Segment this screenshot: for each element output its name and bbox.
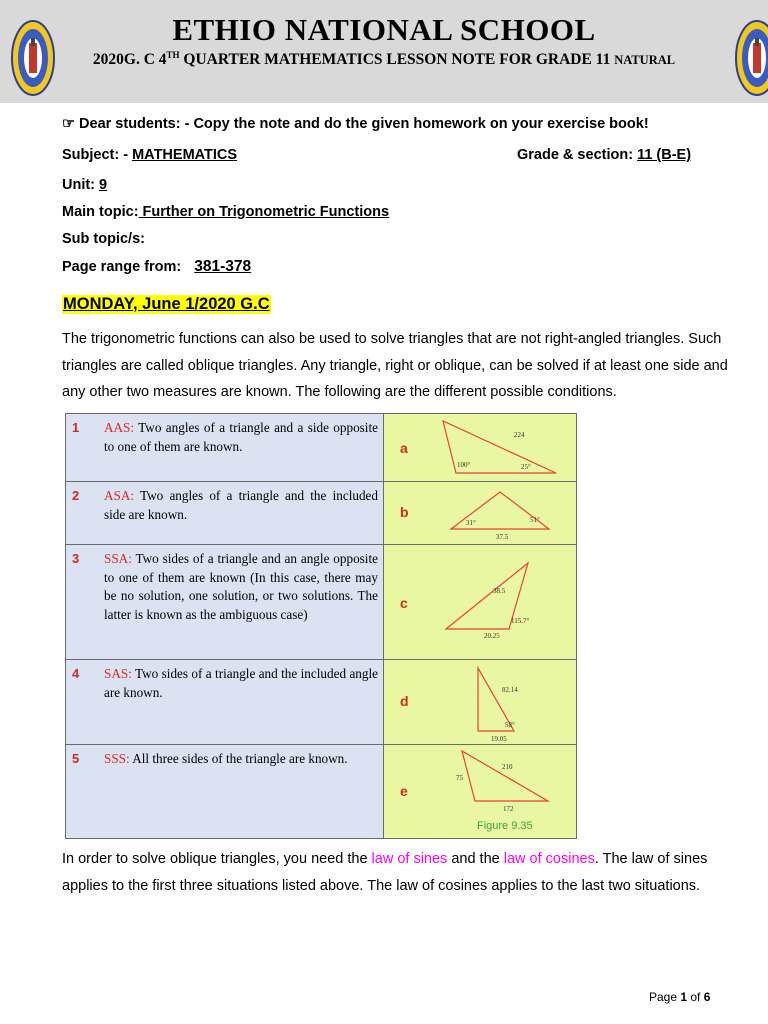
grade-label: Grade & section: bbox=[517, 147, 638, 163]
condition-abbr: ASA: bbox=[104, 488, 135, 503]
intro-text: Dear students: - Copy the note and do the given homework on your exercise book! bbox=[79, 116, 649, 132]
laws-text-2: and the bbox=[447, 851, 504, 867]
triangle-label: 82.14 bbox=[502, 686, 518, 694]
page-range-line bbox=[62, 258, 251, 276]
condition-text: Two angles of a triangle and a side opposite to one of them are known. bbox=[104, 420, 378, 454]
triangle-label: 172 bbox=[503, 805, 514, 813]
page-range-value: 381-378 bbox=[194, 258, 252, 275]
law-of-sines-link[interactable]: law of sines bbox=[371, 851, 448, 867]
triangle-label: 20.25 bbox=[484, 632, 500, 640]
figure-caption: Figure 9.35 bbox=[477, 820, 533, 832]
laws-text-1: In order to solve oblique triangles, you need the bbox=[62, 851, 372, 867]
figure-letter: a bbox=[400, 440, 408, 456]
condition-description bbox=[104, 419, 378, 456]
triangle-label: 38.5 bbox=[493, 587, 506, 595]
footer-prefix: Page bbox=[649, 990, 681, 1004]
pointing-hand-icon: ☞ bbox=[62, 116, 75, 132]
sub-topic-line bbox=[62, 231, 145, 247]
figure-letter: d bbox=[400, 693, 409, 709]
conditions-table bbox=[65, 413, 577, 839]
intro-line bbox=[62, 116, 649, 132]
figure-letter: c bbox=[400, 595, 408, 611]
table-row bbox=[66, 414, 576, 481]
law-of-cosines-link[interactable]: law of cosines bbox=[503, 851, 595, 867]
triangle-label: 224 bbox=[514, 431, 525, 439]
triangle-label: 31° bbox=[466, 519, 476, 527]
page-range-label: Page range from: bbox=[62, 259, 182, 275]
triangle-figure-a bbox=[384, 414, 576, 481]
figure-cell bbox=[384, 414, 576, 481]
figure-cell bbox=[384, 745, 576, 838]
condition-number: 3 bbox=[72, 551, 80, 566]
laws-paragraph bbox=[62, 846, 742, 899]
page-header bbox=[0, 0, 768, 103]
triangle-label: 58° bbox=[505, 721, 515, 729]
condition-number: 5 bbox=[72, 751, 80, 766]
footer-page: 1 bbox=[680, 990, 688, 1004]
condition-abbr: SSS: bbox=[104, 751, 130, 766]
day-heading: MONDAY, June 1/2020 G.C bbox=[63, 295, 270, 313]
table-row bbox=[66, 745, 576, 838]
condition-abbr: SSA: bbox=[104, 551, 132, 566]
footer-total: 6 bbox=[703, 990, 711, 1004]
condition-description bbox=[104, 665, 378, 702]
condition-description bbox=[104, 750, 378, 769]
unit-line bbox=[62, 177, 107, 193]
figure-cell bbox=[384, 660, 576, 744]
footer-mid: of bbox=[687, 990, 704, 1004]
subject-value: MATHEMATICS bbox=[132, 147, 238, 163]
condition-text: Two angles of a triangle and the included side are known. bbox=[104, 488, 378, 522]
condition-abbr: AAS: bbox=[104, 420, 135, 435]
page-number bbox=[649, 990, 710, 1004]
condition-description bbox=[104, 550, 378, 624]
laws-text-3: . The law of sines applies to the first three situations listed above. The law of cosines applies to the last two situations. bbox=[62, 851, 708, 894]
table-row bbox=[66, 660, 576, 744]
condition-description bbox=[104, 487, 378, 524]
triangle-label: 100° bbox=[457, 461, 471, 469]
triangle-label: 115.7° bbox=[511, 617, 530, 625]
condition-cell bbox=[66, 482, 384, 544]
triangle-label: 37.5 bbox=[496, 533, 509, 541]
condition-cell bbox=[66, 414, 384, 481]
condition-text: Two sides of a triangle and an angle opposite to one of them are known (In this case, there may be no solution, one solution, or two solutions. The latter is known as the ambiguous case) bbox=[104, 551, 378, 622]
triangle-figure-b bbox=[384, 482, 576, 544]
table-row bbox=[66, 482, 576, 544]
figure-cell bbox=[384, 545, 576, 659]
sub-topic-label: Sub topic/s: bbox=[62, 231, 145, 247]
triangle-figure-d bbox=[384, 660, 576, 744]
condition-text: Two sides of a triangle and the included angle are known. bbox=[104, 666, 378, 700]
subject-label: Subject: - bbox=[62, 147, 133, 163]
triangle-label: 210 bbox=[502, 763, 513, 771]
condition-cell bbox=[66, 545, 384, 659]
condition-number: 2 bbox=[72, 488, 80, 503]
condition-text: All three sides of the triangle are known. bbox=[129, 751, 348, 766]
condition-cell bbox=[66, 745, 384, 838]
unit-value: 9 bbox=[99, 177, 108, 193]
school-name: ETHIO NATIONAL SCHOOL bbox=[172, 12, 596, 47]
condition-number: 1 bbox=[72, 420, 80, 435]
figure-cell bbox=[384, 482, 576, 544]
triangle-figure-c bbox=[384, 545, 576, 659]
subtitle-main: QUARTER MATHEMATICS LESSON NOTE FOR GRADE 11 bbox=[179, 51, 615, 69]
condition-number: 4 bbox=[72, 666, 80, 681]
triangle-label: 51° bbox=[530, 516, 540, 524]
main-topic-label: Main topic: bbox=[62, 204, 139, 220]
condition-cell bbox=[66, 660, 384, 744]
figure-letter: b bbox=[400, 504, 409, 520]
figure-letter: e bbox=[400, 783, 408, 799]
subtitle-tail: NATURAL bbox=[614, 53, 676, 68]
grade-line bbox=[517, 147, 691, 163]
subtitle-superscript: TH bbox=[166, 50, 180, 60]
intro-paragraph: The trigonometric functions can also be used to solve triangles that are not right-angled triangles. Such triangles are called oblique triangles. Any triangle, right or oblique, can be solved if at least one side and any other two measures are known. The following are the different possible conditions. bbox=[62, 331, 728, 400]
triangle-label: 75 bbox=[456, 774, 463, 782]
table-row bbox=[66, 545, 576, 659]
lesson-note-subtitle bbox=[0, 50, 768, 69]
main-topic-line bbox=[62, 204, 389, 220]
main-topic-value: Further on Trigonometric Functions bbox=[138, 204, 390, 220]
school-logo-right bbox=[734, 18, 768, 98]
grade-value: 11 (B-E) bbox=[637, 147, 692, 163]
unit-label: Unit: bbox=[62, 177, 100, 193]
triangle-label: 25° bbox=[521, 463, 531, 471]
subject-line bbox=[62, 147, 237, 163]
condition-abbr: SAS: bbox=[104, 666, 132, 681]
subtitle-prefix: 2020G. C 4 bbox=[92, 51, 167, 69]
triangle-label: 19.05 bbox=[491, 735, 507, 743]
